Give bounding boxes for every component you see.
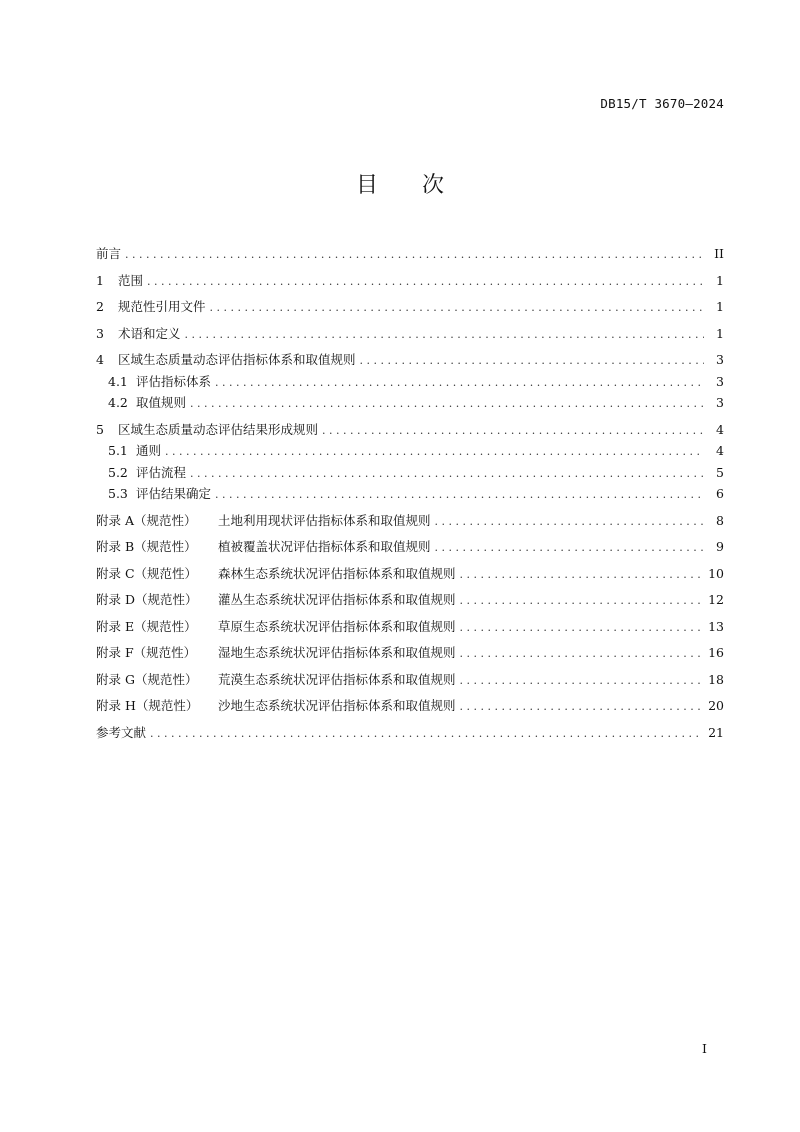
- annex-tag: 附录 E（规范性）: [96, 618, 197, 634]
- title-char-1: 目: [355, 173, 378, 198]
- toc-page: II: [714, 246, 724, 261]
- toc-entry-preface[interactable]: [96, 243, 724, 265]
- toc-label: 通则: [136, 443, 162, 458]
- annex-tag: 附录 F（规范性）: [96, 645, 197, 660]
- toc-page: 8: [716, 512, 724, 528]
- toc-number: 4: [96, 352, 104, 367]
- toc-number: 1: [96, 272, 104, 288]
- leader-dots: [185, 324, 704, 346]
- toc-label: 评估结果确定: [136, 486, 212, 501]
- toc-label: 术语和定义: [118, 325, 181, 341]
- toc-entry-annex-e[interactable]: [96, 616, 724, 638]
- toc-number: 5.2: [108, 464, 128, 480]
- toc-number: 5.1: [108, 443, 128, 458]
- leader-dots: [165, 441, 704, 463]
- toc-number: 4.2: [108, 395, 128, 410]
- document-code: DB15/T 3670—2024: [600, 96, 724, 111]
- leader-dots: [210, 297, 704, 319]
- toc-label: 灌丛生态系统状况评估指标体系和取值规则: [218, 592, 456, 607]
- toc-page: 1: [716, 272, 724, 288]
- toc-entry-1[interactable]: [96, 270, 724, 292]
- toc-entry-4-2[interactable]: [96, 392, 724, 414]
- toc-entry-annex-h[interactable]: [96, 695, 724, 717]
- leader-dots: [215, 484, 704, 506]
- toc-page: 3: [716, 373, 724, 389]
- toc-entry-3[interactable]: [96, 323, 724, 345]
- toc-page: 1: [716, 299, 724, 314]
- toc-entry-5-1[interactable]: [96, 440, 724, 462]
- toc-label: 前言: [96, 246, 122, 261]
- toc-label: 范围: [118, 272, 144, 288]
- toc-page: 13: [708, 618, 724, 634]
- toc-number: 5.3: [108, 486, 128, 501]
- page-number: I: [702, 1041, 707, 1056]
- toc-page: 6: [716, 486, 724, 501]
- toc-page: 16: [708, 645, 724, 660]
- toc-number: 4.1: [108, 373, 128, 389]
- toc-page: 18: [708, 671, 724, 687]
- toc-label: 草原生态系统状况评估指标体系和取值规则: [218, 618, 456, 634]
- toc-page: 3: [716, 395, 724, 410]
- toc-entry-annex-d[interactable]: [96, 589, 724, 611]
- toc-label: 规范性引用文件: [118, 299, 206, 314]
- toc-label: 植被覆盖状况评估指标体系和取值规则: [218, 539, 431, 554]
- toc-page: 5: [716, 464, 724, 480]
- toc-page: 3: [716, 352, 724, 367]
- leader-dots: [190, 393, 704, 415]
- toc-number: 3: [96, 325, 104, 341]
- toc-entry-5[interactable]: [96, 419, 724, 441]
- toc-label: 评估指标体系: [136, 373, 212, 389]
- toc-label: 湿地生态系统状况评估指标体系和取值规则: [218, 645, 456, 660]
- toc-entry-annex-g[interactable]: [96, 669, 724, 691]
- leader-dots: [460, 617, 703, 639]
- toc-entry-references[interactable]: [96, 722, 724, 744]
- leader-dots: [460, 643, 703, 665]
- toc-label: 取值规则: [136, 395, 187, 410]
- toc-entry-4[interactable]: [96, 349, 724, 371]
- annex-tag: 附录 D（规范性）: [96, 592, 198, 607]
- annex-tag: 附录 G（规范性）: [96, 671, 198, 687]
- title-char-2: 次: [422, 173, 445, 198]
- toc-page: 21: [708, 724, 724, 740]
- annex-tag: 附录 B（规范性）: [96, 539, 197, 554]
- toc-entry-annex-b[interactable]: [96, 536, 724, 558]
- leader-dots: [435, 511, 704, 533]
- toc-entry-annex-f[interactable]: [96, 642, 724, 664]
- toc-page: 12: [708, 592, 724, 607]
- leader-dots: [360, 350, 704, 372]
- leader-dots: [150, 723, 702, 745]
- leader-dots: [460, 696, 703, 718]
- page-title: [0, 168, 800, 199]
- leader-dots: [215, 372, 704, 394]
- toc-label: 参考文献: [96, 724, 147, 740]
- toc-label: 荒漠生态系统状况评估指标体系和取值规则: [218, 671, 456, 687]
- leader-dots: [190, 463, 704, 485]
- leader-dots: [125, 244, 704, 266]
- toc-label: 评估流程: [136, 464, 187, 480]
- toc-page: 4: [716, 421, 724, 437]
- leader-dots: [460, 590, 703, 612]
- toc-page: 9: [716, 539, 724, 554]
- toc-label: 沙地生态系统状况评估指标体系和取值规则: [218, 698, 456, 713]
- toc-entry-annex-a[interactable]: [96, 510, 724, 532]
- toc-label: 区域生态质量动态评估指标体系和取值规则: [118, 352, 356, 367]
- toc-entry-4-1[interactable]: [96, 371, 724, 393]
- toc-page: 10: [708, 565, 724, 581]
- table-of-contents: [96, 243, 724, 743]
- toc-entry-annex-c[interactable]: [96, 563, 724, 585]
- annex-tag: 附录 C（规范性）: [96, 565, 198, 581]
- annex-tag: 附录 H（规范性）: [96, 698, 199, 713]
- toc-entry-5-2[interactable]: [96, 462, 724, 484]
- toc-page: 20: [708, 698, 724, 713]
- toc-label: 土地利用现状评估指标体系和取值规则: [218, 512, 431, 528]
- toc-label: 森林生态系统状况评估指标体系和取值规则: [218, 565, 456, 581]
- leader-dots: [460, 670, 703, 692]
- toc-number: 2: [96, 299, 104, 314]
- toc-label: 区域生态质量动态评估结果形成规则: [118, 421, 319, 437]
- toc-number: 5: [96, 421, 104, 437]
- toc-page: 4: [716, 443, 724, 458]
- leader-dots: [435, 537, 704, 559]
- toc-entry-2[interactable]: [96, 296, 724, 318]
- leader-dots: [322, 420, 704, 442]
- leader-dots: [147, 271, 704, 293]
- leader-dots: [460, 564, 703, 586]
- annex-tag: 附录 A（规范性）: [96, 512, 197, 528]
- toc-page: 1: [716, 325, 724, 341]
- toc-entry-5-3[interactable]: [96, 483, 724, 505]
